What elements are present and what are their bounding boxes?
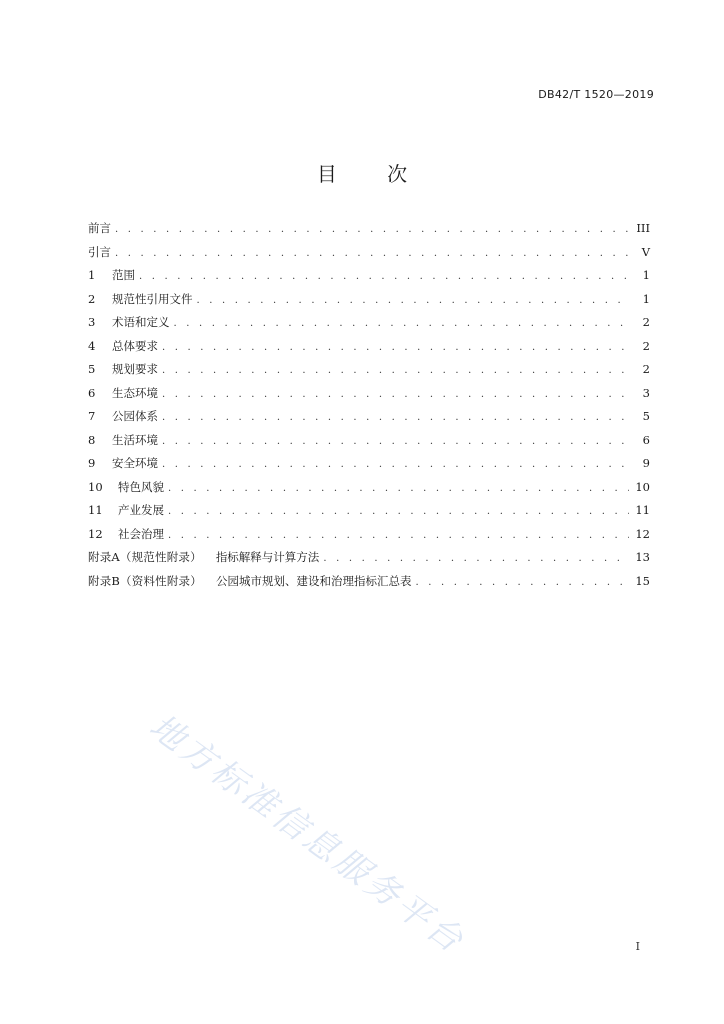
toc-page-number: 1 — [642, 291, 650, 306]
toc-label: 规范性引用文件 — [112, 291, 193, 306]
watermark: 地方标准信息服务平台 — [141, 706, 473, 963]
toc-leader-dots — [168, 524, 629, 548]
table-of-contents — [88, 217, 650, 593]
toc-entry-4[interactable] — [88, 335, 650, 359]
toc-entry-1[interactable] — [88, 264, 650, 288]
toc-section-number: 10 — [88, 479, 103, 494]
toc-page-number: V — [641, 244, 650, 259]
toc-sub-label: 公园城市规划、建设和治理指标汇总表 — [215, 573, 412, 588]
toc-leader-dots — [197, 289, 631, 313]
toc-label: 安全环境 — [112, 456, 158, 470]
toc-leader-dots — [115, 218, 630, 242]
toc-page-number: 9 — [642, 456, 650, 470]
toc-page-number: 1 — [642, 268, 650, 282]
page-number: I — [635, 940, 640, 953]
toc-label: 公园体系 — [112, 409, 158, 423]
toc-leader-dots — [162, 336, 630, 360]
toc-leader-dots — [162, 430, 630, 454]
toc-leader-dots — [162, 406, 630, 430]
toc-label: 附录A（规范性附录） — [88, 550, 202, 564]
toc-label: 生态环境 — [112, 385, 158, 400]
toc-page-number: 6 — [642, 432, 650, 447]
toc-entry-preface[interactable] — [88, 217, 650, 241]
toc-label: 引言 — [88, 244, 111, 259]
toc-leader-dots — [162, 453, 630, 477]
toc-leader-dots — [115, 242, 630, 266]
toc-label: 生活环境 — [112, 432, 158, 447]
toc-entry-appendix-b[interactable] — [88, 570, 650, 594]
toc-section-number: 6 — [88, 385, 96, 400]
standard-code: DB42/T 1520—2019 — [538, 88, 654, 101]
toc-entry-appendix-a[interactable] — [88, 546, 650, 570]
toc-entry-12[interactable] — [88, 523, 650, 547]
toc-leader-dots — [415, 571, 629, 595]
toc-label: 术语和定义 — [112, 315, 170, 329]
toc-entry-2[interactable] — [88, 288, 650, 312]
toc-label: 附录B（资料性附录） — [88, 573, 202, 588]
toc-label: 产业发展 — [118, 503, 164, 517]
toc-section-number: 12 — [88, 526, 103, 541]
toc-section-number: 2 — [88, 291, 96, 306]
toc-page-number: 5 — [642, 409, 650, 423]
page-title: 目 次 — [316, 162, 430, 186]
toc-section-number: 5 — [88, 362, 96, 376]
toc-leader-dots — [168, 477, 629, 501]
toc-page-number: 2 — [642, 338, 650, 353]
toc-page-number: 11 — [635, 503, 650, 517]
toc-section-number: 11 — [88, 503, 103, 517]
toc-sub-label: 指标解释与计算方法 — [215, 550, 320, 564]
toc-entry-8[interactable] — [88, 429, 650, 453]
toc-entry-11[interactable] — [88, 499, 650, 523]
toc-leader-dots — [323, 547, 629, 571]
toc-entry-10[interactable] — [88, 476, 650, 500]
toc-label: 特色风貌 — [118, 479, 164, 494]
toc-leader-dots — [139, 265, 630, 289]
toc-entry-3[interactable] — [88, 311, 650, 335]
toc-page-number: 12 — [635, 526, 650, 541]
toc-label: 前言 — [88, 221, 111, 235]
toc-section-number: 3 — [88, 315, 96, 329]
toc-page-number: 15 — [635, 573, 650, 588]
toc-entry-5[interactable] — [88, 358, 650, 382]
toc-page-number: 13 — [635, 550, 650, 564]
toc-leader-dots — [168, 500, 629, 524]
toc-page-number: 3 — [642, 385, 650, 400]
toc-entry-6[interactable] — [88, 382, 650, 406]
toc-page-number: 10 — [635, 479, 650, 494]
toc-label: 社会治理 — [118, 526, 164, 541]
toc-leader-dots — [174, 312, 631, 336]
toc-page-number: 2 — [642, 315, 650, 329]
toc-page-number: III — [636, 221, 650, 235]
toc-entry-9[interactable] — [88, 452, 650, 476]
toc-leader-dots — [162, 383, 630, 407]
toc-section-number: 9 — [88, 456, 96, 470]
toc-label: 规划要求 — [112, 362, 158, 376]
toc-leader-dots — [162, 359, 630, 383]
toc-label: 范围 — [112, 268, 135, 282]
toc-section-number: 7 — [88, 409, 96, 423]
toc-section-number: 4 — [88, 338, 96, 353]
toc-entry-introduction[interactable] — [88, 241, 650, 265]
toc-label: 总体要求 — [112, 338, 158, 353]
toc-page-number: 2 — [642, 362, 650, 376]
toc-section-number: 8 — [88, 432, 96, 447]
toc-entry-7[interactable] — [88, 405, 650, 429]
toc-section-number: 1 — [88, 268, 96, 282]
